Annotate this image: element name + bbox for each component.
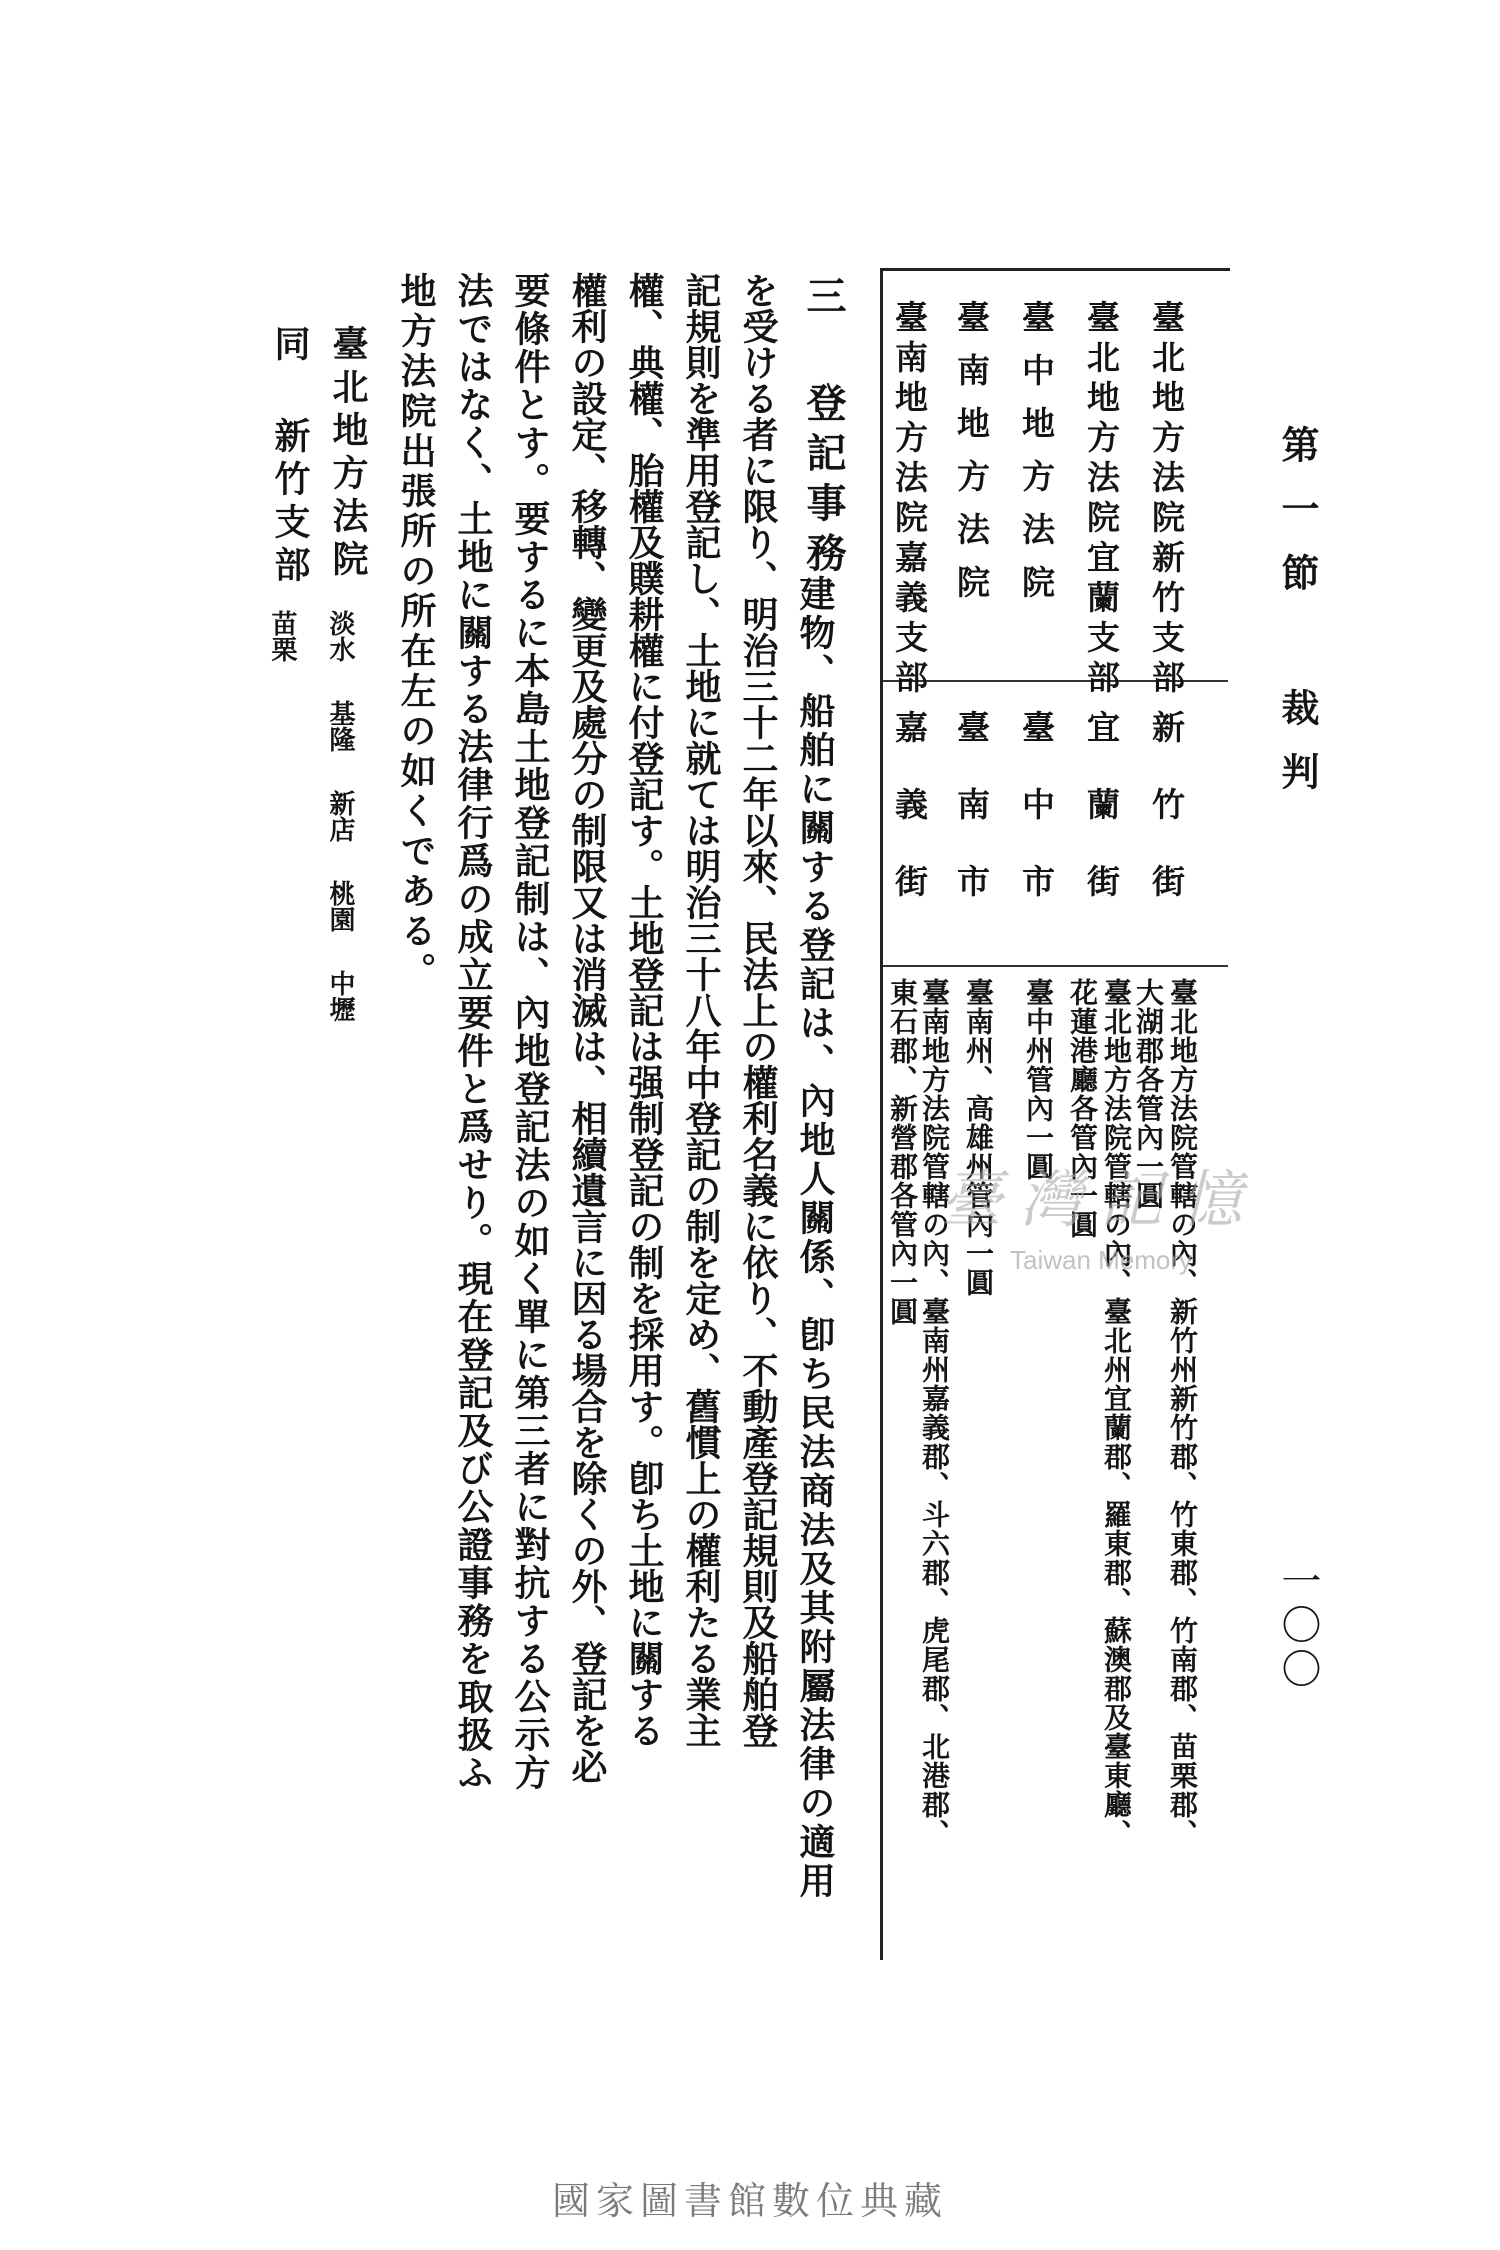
table-cell-jurisdiction: 臺北地方法院管轄の內、臺北州宜蘭郡、羅東郡、蘇澳郡及臺東廳、 (1100, 978, 1133, 1848)
watermark-logo: 臺灣記憶 (940, 1163, 1261, 1236)
table-cell-jurisdiction: 臺南州、高雄州管內一圓 (962, 978, 995, 1297)
table-cell-location: 宜蘭街 (1082, 710, 1121, 941)
office-branch: 新店 (325, 790, 355, 842)
office-court: 臺北地方法院 (327, 325, 369, 583)
section-title: 三 登記事務 (800, 275, 847, 582)
table-cell-court: 臺中地方法院 (1017, 300, 1056, 618)
table-cell-jurisdiction: 大湖郡各管內一圓 (1132, 978, 1165, 1210)
paragraph-line: 建物、船舶に關する登記は、內地人關係、卽ち民法商法及其附屬法律の適用 (794, 575, 836, 1901)
paragraph-line: を受ける者に限り、明治三十二年以來、民法上の權利名義に依り、不動產登記規則及船舶登 (737, 272, 779, 1748)
table-cell-location: 臺中市 (1017, 710, 1056, 941)
paragraph-line: 記規則を準用登記し、土地に就ては明治三十八年中登記の制を定め、舊慣上の權利たる業主 (680, 272, 722, 1748)
office-court: 同 新竹支部 (269, 325, 311, 589)
page-number: 一〇〇 (1275, 1560, 1321, 1692)
archive-footer: 國家圖書館數位典藏 (551, 2179, 948, 2223)
table-cell-location: 嘉義街 (890, 710, 929, 941)
table-cell-court: 臺南地方法院 (952, 300, 991, 618)
paragraph-line: 法ではなく、土地に關する法律行爲の成立要件と爲せり。現在登記及び公證事務を取扱ふ (452, 272, 494, 1792)
table-cell-location: 新竹街 (1147, 710, 1186, 941)
table-cell-jurisdiction: 花蓮港廳各管內一圓 (1066, 978, 1099, 1239)
table-top-rule (880, 268, 1230, 271)
table-cell-court: 臺北地方法院宜蘭支部 (1082, 300, 1121, 700)
table-divider (883, 965, 1228, 967)
office-branch: 基隆 (325, 700, 355, 752)
table-cell-jurisdiction: 東石郡、新營郡各管內一圓 (886, 978, 919, 1326)
paragraph-line: 權、典權、胎權及贌耕權に付登記す。土地登記は强制登記の制を採用す。卽ち土地に關する (623, 272, 665, 1748)
table-cell-location: 臺南市 (952, 710, 991, 941)
office-branch: 桃園 (325, 880, 355, 932)
office-branch: 苗栗 (267, 610, 297, 662)
watermark-subtitle: Taiwan Memory (1010, 1245, 1193, 1275)
table-cell-jurisdiction: 臺中州管內一圓 (1022, 978, 1055, 1181)
office-branch: 淡水 (325, 610, 355, 662)
paragraph-line: 要條件とす。要するに本島土地登記制は、內地登記法の如く單に第三者に對抗する公示方 (509, 272, 551, 1792)
paragraph-line: 地方法院出張所の所在左の如くである。 (395, 272, 437, 992)
table-cell-court: 臺南地方法院嘉義支部 (890, 300, 929, 700)
running-head: 第一節 裁判 (1275, 425, 1320, 816)
office-branch: 中壢 (325, 970, 355, 1022)
table-left-rule (880, 270, 883, 1960)
table-cell-court: 臺北地方法院新竹支部 (1147, 300, 1186, 700)
table-cell-jurisdiction: 臺南地方法院管轄の內、臺南州嘉義郡、斗六郡、虎尾郡、北港郡、 (918, 978, 951, 1848)
paragraph-line: 權利の設定、移轉、變更及處分の制限又は消滅は、相續遺言に因る場合を除くの外、登記を必 (566, 272, 608, 1784)
table-cell-jurisdiction: 臺北地方法院管轄の內、新竹州新竹郡、竹東郡、竹南郡、苗栗郡、 (1166, 978, 1199, 1848)
